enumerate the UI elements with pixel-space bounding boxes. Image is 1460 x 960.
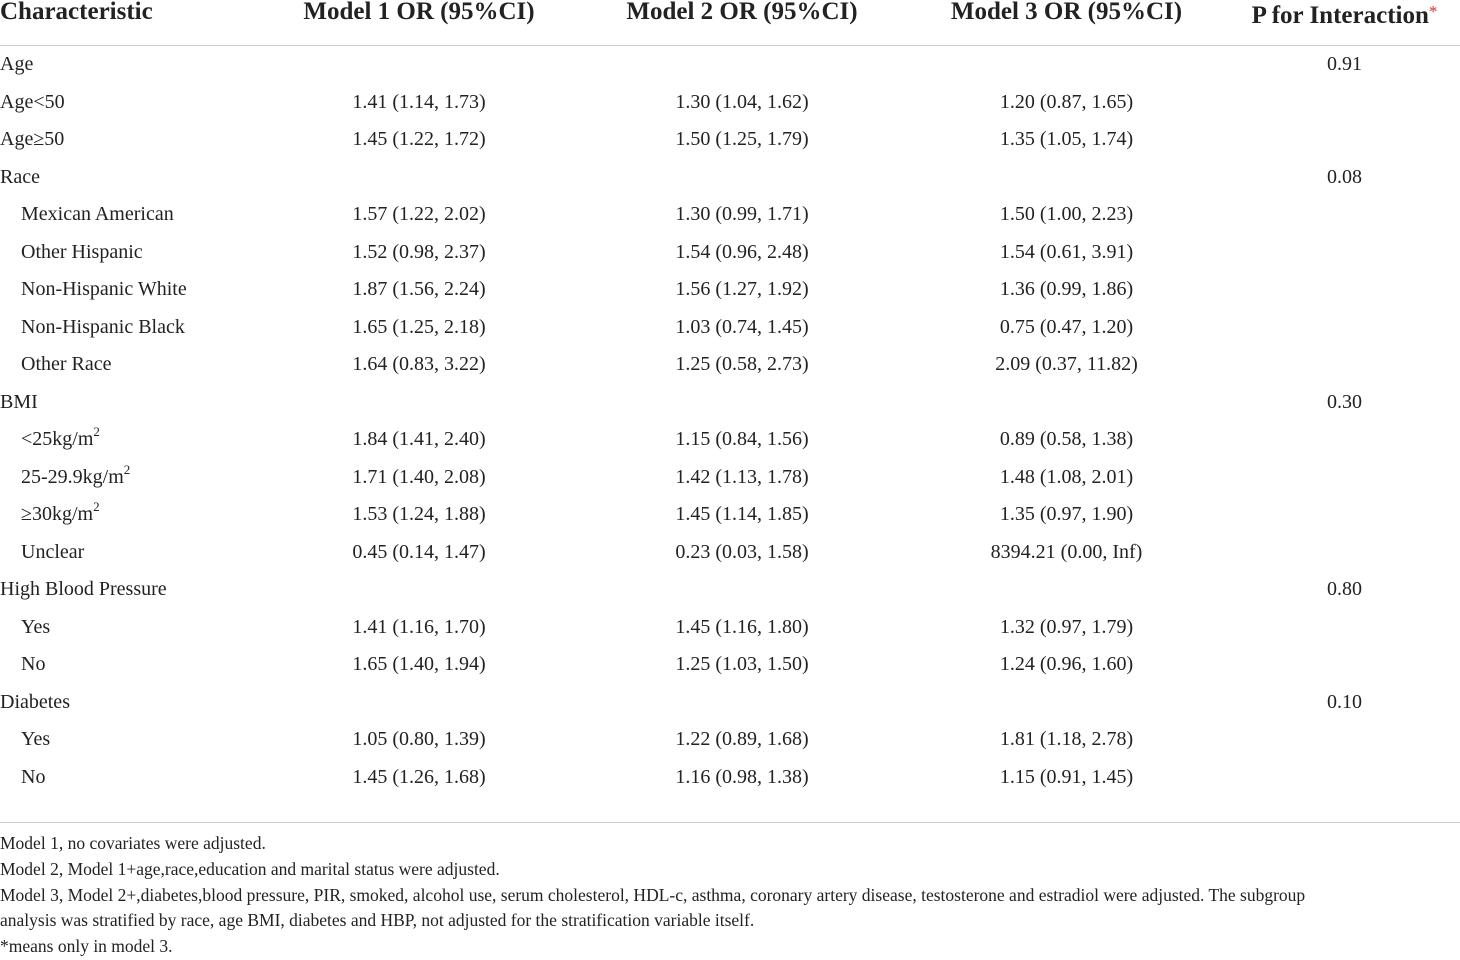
model2-value [580, 46, 904, 84]
footnote-model3-continued: analysis was stratified by race, age BMI, diabetes and HBP, not adjusted for the stratification variable itself. [0, 910, 755, 931]
model2-value: 1.25 (0.58, 2.73) [675, 353, 809, 375]
model3-value: 2.09 (0.37, 11.82) [995, 353, 1138, 375]
model1-value: 1.71 (1.40, 2.08) [352, 465, 486, 488]
row-label-text: Other Hispanic [21, 240, 143, 263]
model2-value: 1.45 (1.16, 1.80) [675, 615, 809, 638]
model2-value: 1.56 (1.27, 1.92) [675, 278, 809, 300]
table-group-row [0, 159, 1460, 197]
p-interaction-value [1229, 646, 1460, 684]
row-label-text: Age [0, 53, 34, 75]
model2-value: 1.54 (0.96, 2.48) [675, 240, 809, 263]
p-interaction-value [1229, 84, 1460, 122]
row-label [0, 646, 258, 684]
row-label [0, 234, 258, 272]
model2-value: 1.25 (1.03, 1.50) [675, 653, 809, 675]
model3-value: 0.89 (0.58, 1.38) [999, 428, 1134, 450]
model1-value: 0.45 (0.14, 1.47) [352, 540, 486, 563]
model1-value: 1.41 (1.14, 1.73) [352, 90, 486, 113]
footnote-model1: Model 1, no covariates were adjusted. [0, 833, 266, 853]
p-interaction-value [1229, 759, 1460, 797]
table-footnotes [0, 831, 1460, 960]
header-model2: Model 2 OR (95%CI) [580, 0, 904, 46]
table-body [0, 46, 1460, 811]
row-label [0, 571, 258, 609]
row-label [0, 271, 258, 309]
footnote-asterisk: *means only in model 3. [0, 936, 173, 957]
model2-value: 1.22 (0.89, 1.68) [675, 728, 809, 750]
header-row [0, 0, 1460, 46]
table-header [0, 0, 1460, 46]
table-row [0, 421, 1460, 459]
row-label-text: Race [0, 165, 40, 188]
row-label-text: Diabetes [0, 690, 70, 713]
model2-value [580, 571, 904, 609]
row-label [0, 534, 258, 572]
row-label-text: Non-Hispanic Black [21, 315, 185, 338]
p-interaction-value [1229, 721, 1460, 759]
row-label-text: No [21, 653, 46, 675]
row-label-text: No [21, 765, 46, 788]
row-label-text: Non-Hispanic White [21, 278, 187, 300]
model2-value: 1.45 (1.14, 1.85) [675, 503, 809, 525]
model1-value: 1.53 (1.24, 1.88) [352, 503, 486, 525]
p-interaction-value [1229, 421, 1460, 459]
model3-value: 1.20 (0.87, 1.65) [999, 90, 1134, 113]
table-row [0, 759, 1460, 797]
p-interaction-value [1229, 121, 1460, 159]
row-label [0, 84, 258, 122]
row-label [0, 421, 258, 459]
p-interaction-value: 0.80 [1327, 578, 1362, 600]
model3-value: 1.81 (1.18, 2.78) [999, 728, 1134, 750]
row-label-text: Age<50 [0, 90, 65, 113]
header-model3: Model 3 OR (95%CI) [904, 0, 1229, 46]
model3-value: 1.54 (0.61, 3.91) [999, 240, 1134, 263]
model2-value [580, 684, 904, 722]
row-label [0, 46, 258, 84]
model1-value: 1.52 (0.98, 2.37) [352, 240, 486, 263]
model3-value: 1.48 (1.08, 2.01) [999, 465, 1134, 488]
model2-value: 0.23 (0.03, 1.58) [675, 540, 809, 563]
model2-value: 1.50 (1.25, 1.79) [675, 128, 809, 150]
row-label [0, 759, 258, 797]
table-row [0, 309, 1460, 347]
model1-value: 1.41 (1.16, 1.70) [352, 615, 486, 638]
p-interaction-value [1229, 271, 1460, 309]
model3-value [904, 684, 1229, 722]
model3-value [904, 46, 1229, 84]
model1-value: 1.57 (1.22, 2.02) [352, 203, 486, 225]
table-row [0, 459, 1460, 497]
table-row [0, 721, 1460, 759]
table-group-row [0, 384, 1460, 422]
model2-value [580, 159, 904, 197]
model3-value [904, 159, 1229, 197]
model1-value: 1.84 (1.41, 2.40) [352, 428, 486, 450]
header-p-interaction [1229, 0, 1460, 46]
header-asterisk-mark: * [1428, 2, 1438, 21]
model1-value [258, 571, 580, 609]
model3-value: 1.24 (0.96, 1.60) [999, 653, 1134, 675]
header-characteristic: Characteristic [0, 0, 258, 46]
row-label [0, 496, 258, 534]
row-label-text: 25-29.9kg/m [21, 465, 124, 488]
model1-value [258, 384, 580, 422]
row-label [0, 196, 258, 234]
model1-value: 1.05 (0.80, 1.39) [352, 728, 486, 750]
p-interaction-value [1229, 496, 1460, 534]
model3-value: 8394.21 (0.00, Inf) [990, 540, 1143, 563]
p-interaction-value [1229, 534, 1460, 572]
model1-value: 1.45 (1.22, 1.72) [352, 128, 486, 150]
model1-value [258, 159, 580, 197]
row-label-text: Yes [21, 728, 51, 750]
model1-value: 1.65 (1.25, 2.18) [352, 315, 486, 338]
footnote-model3: Model 3, Model 2+,diabetes,blood pressure, PIR, smoked, alcohol use, serum cholesterol, HDL-c, asthma, coronary artery disease, testosterone and estradiol were adjusted. The subgroup [0, 884, 1306, 905]
row-label [0, 121, 258, 159]
table-row [0, 84, 1460, 122]
model2-value: 1.30 (0.99, 1.71) [675, 203, 809, 225]
table-row [0, 609, 1460, 647]
header-model1: Model 1 OR (95%CI) [258, 0, 580, 46]
model3-value: 1.35 (1.05, 1.74) [999, 128, 1134, 150]
row-label [0, 459, 258, 497]
p-interaction-value: 0.08 [1327, 165, 1362, 188]
row-label-text: High Blood Pressure [0, 578, 167, 600]
row-label-text: Mexican American [21, 203, 174, 225]
p-interaction-value: 0.91 [1327, 53, 1362, 75]
p-interaction-value: 0.30 [1327, 390, 1362, 413]
row-label-text: <25kg/m [21, 428, 94, 450]
model3-value: 1.50 (1.00, 2.23) [999, 203, 1134, 225]
unit-superscript: 2 [93, 424, 100, 439]
table-row [0, 234, 1460, 272]
p-interaction-value: 0.10 [1327, 690, 1362, 713]
model2-value: 1.03 (0.74, 1.45) [675, 315, 809, 338]
row-label-text: Yes [21, 615, 51, 638]
model2-value: 1.16 (0.98, 1.38) [675, 765, 809, 788]
model2-value [580, 384, 904, 422]
model1-value: 1.87 (1.56, 2.24) [352, 278, 486, 300]
row-label-text: BMI [0, 390, 38, 413]
model2-value: 1.42 (1.13, 1.78) [675, 465, 809, 488]
table-group-row [0, 46, 1460, 84]
model3-value: 1.15 (0.91, 1.45) [999, 765, 1134, 788]
p-interaction-value [1229, 346, 1460, 384]
spacer-cell [0, 796, 1460, 810]
row-label-text: ≥30kg/m [21, 503, 94, 525]
row-label [0, 384, 258, 422]
table-row [0, 196, 1460, 234]
p-interaction-value [1229, 234, 1460, 272]
table-spacer-row [0, 796, 1460, 810]
model1-value: 1.64 (0.83, 3.22) [352, 353, 486, 375]
table-row [0, 534, 1460, 572]
row-label-text: Unclear [21, 540, 85, 563]
p-interaction-value [1229, 459, 1460, 497]
header-p-interaction-label: P for Interaction [1251, 2, 1429, 29]
model1-value: 1.65 (1.40, 1.94) [352, 653, 486, 675]
model3-value [904, 571, 1229, 609]
table-group-row [0, 684, 1460, 722]
model3-value: 1.35 (0.97, 1.90) [999, 503, 1134, 525]
p-interaction-value [1229, 309, 1460, 347]
row-label [0, 309, 258, 347]
row-label-text: Age≥50 [0, 128, 65, 150]
model2-value: 1.15 (0.84, 1.56) [675, 428, 809, 450]
table-row [0, 496, 1460, 534]
p-interaction-value [1229, 609, 1460, 647]
table-row [0, 346, 1460, 384]
table-group-row [0, 571, 1460, 609]
row-label-text: Other Race [21, 353, 112, 375]
unit-superscript: 2 [123, 461, 131, 477]
row-label [0, 609, 258, 647]
model3-value [904, 384, 1229, 422]
table-row [0, 271, 1460, 309]
table-bottom-rule [0, 822, 1460, 823]
table-row [0, 121, 1460, 159]
model3-value: 1.36 (0.99, 1.86) [999, 278, 1134, 300]
table-row [0, 646, 1460, 684]
model1-value [258, 46, 580, 84]
row-label [0, 346, 258, 384]
model1-value: 1.45 (1.26, 1.68) [352, 765, 486, 788]
model1-value [258, 684, 580, 722]
model2-value: 1.30 (1.04, 1.62) [675, 90, 809, 113]
model3-value: 1.32 (0.97, 1.79) [999, 615, 1134, 638]
row-label [0, 159, 258, 197]
row-label [0, 684, 258, 722]
p-interaction-value [1229, 196, 1460, 234]
unit-superscript: 2 [93, 499, 100, 514]
footnote-model2: Model 2, Model 1+age,race,education and marital status were adjusted. [0, 858, 500, 879]
model3-value: 0.75 (0.47, 1.20) [999, 315, 1134, 338]
row-label [0, 721, 258, 759]
